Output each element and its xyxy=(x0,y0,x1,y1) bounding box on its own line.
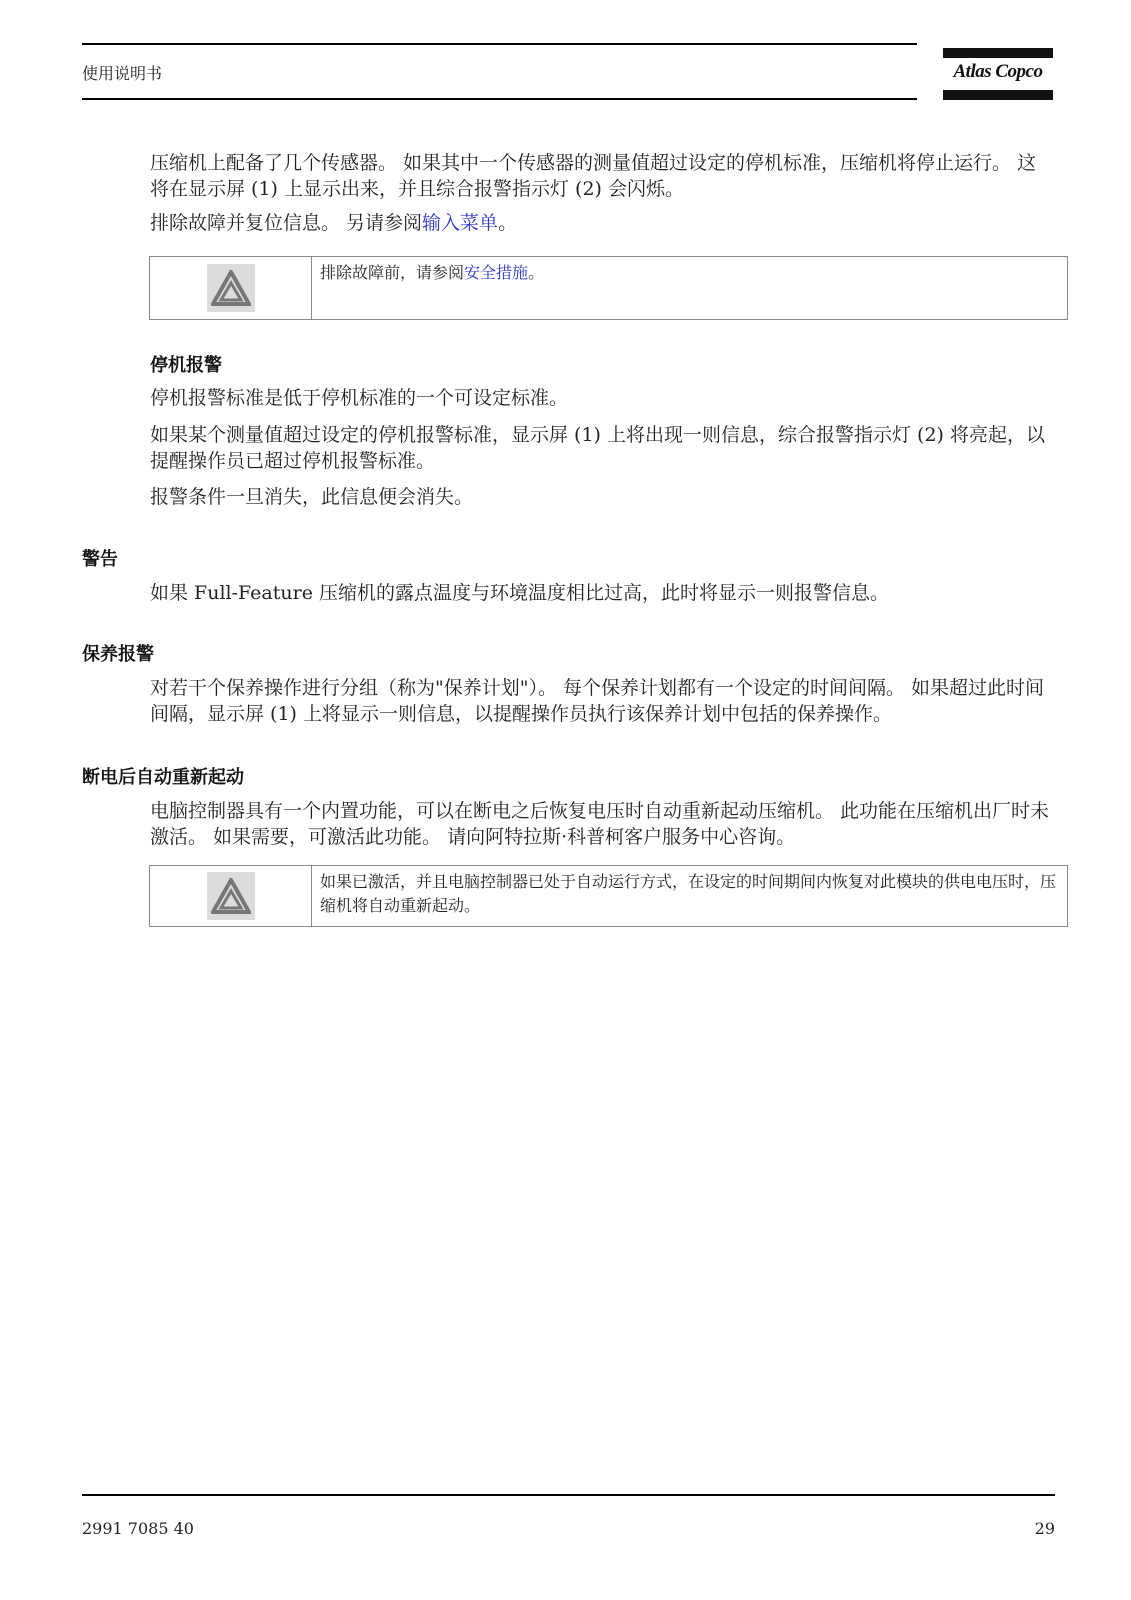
logo-top-bar xyxy=(943,48,1053,58)
auto-restart-heading: 断电后自动重新起动 xyxy=(82,767,244,788)
safety-note-box xyxy=(149,256,1068,320)
document-number: 2991 7085 40 xyxy=(82,1519,194,1538)
auto-restart-paragraph: 电脑控制器具有一个内置功能，可以在断电之后恢复电压时自动重新起动压缩机。 此功能在压缩机出厂时未激活。 如果需要，可激活此功能。 请向阿特拉斯·科普柯客户服务中心咨询。 xyxy=(150,800,1050,848)
document-type-title: 使用说明书 xyxy=(82,64,163,83)
safety-measures-link[interactable]: 安全措施 xyxy=(464,263,529,282)
logo-bottom-bar xyxy=(943,90,1053,100)
service-warning-paragraph: 对若干个保养操作进行分组（称为"保养计划"）。 每个保养计划都有一个设定的时间间隔。 如果超过此时间间隔，显示屏 (1) 上将显示一则信息，以提醒操作员执行该保养计划中包括的保养操作。 xyxy=(150,677,1045,725)
warning-heading: 警告 xyxy=(82,549,118,570)
header-bottom-rule xyxy=(82,98,917,100)
input-menu-link[interactable]: 输入菜单 xyxy=(422,212,499,234)
note-text: 如果已激活，并且电脑控制器已处于自动运行方式，在设定的时间期间内恢复对此模块的供电电压时，压缩机将自动重新起动。 xyxy=(320,872,1057,915)
note-text-suffix: 。 xyxy=(528,263,545,282)
atlas-copco-logo xyxy=(943,48,1053,100)
note-icon-cell xyxy=(150,866,312,926)
intro-p2-suffix: 。 xyxy=(498,212,518,234)
intro-paragraph-1: 压缩机上配备了几个传感器。 如果其中一个传感器的测量值超过设定的停机标准，压缩机将停止运行。 这将在显示屏 (1) 上显示出来，并且综合报警指示灯 (2) 会闪烁。 xyxy=(150,152,1037,200)
warning-triangle-icon xyxy=(207,264,255,312)
intro-paragraph-2 xyxy=(150,210,1055,236)
logo-wordmark: Atlas Copco xyxy=(953,61,1043,82)
shutdown-warning-heading: 停机报警 xyxy=(150,355,222,376)
shutdown-warning-paragraph-2: 如果某个测量值超过设定的停机报警标准，显示屏 (1) 上将出现一则信息，综合报警指示灯 (2) 将亮起，以提醒操作员已超过停机报警标准。 xyxy=(150,424,1045,472)
auto-restart-note-box xyxy=(149,865,1068,927)
note-text-prefix: 排除故障前，请参阅 xyxy=(320,263,465,282)
warning-paragraph: 如果 Full-Feature 压缩机的露点温度与环境温度相比过高，此时将显示一则报警信息。 xyxy=(150,582,889,604)
footer-rule xyxy=(82,1494,1055,1496)
note-icon-cell xyxy=(150,257,312,319)
note-text xyxy=(312,257,1067,319)
service-warning-heading: 保养报警 xyxy=(82,644,154,665)
shutdown-warning-paragraph-1: 停机报警标准是低于停机标准的一个可设定标准。 xyxy=(150,387,569,409)
shutdown-warning-paragraph-3: 报警条件一旦消失，此信息便会消失。 xyxy=(150,486,474,508)
warning-triangle-icon xyxy=(207,872,255,920)
header-top-rule xyxy=(82,43,917,45)
intro-p2-text: 排除故障并复位信息。 另请参阅 xyxy=(150,212,423,234)
page-number: 29 xyxy=(1034,1519,1055,1538)
